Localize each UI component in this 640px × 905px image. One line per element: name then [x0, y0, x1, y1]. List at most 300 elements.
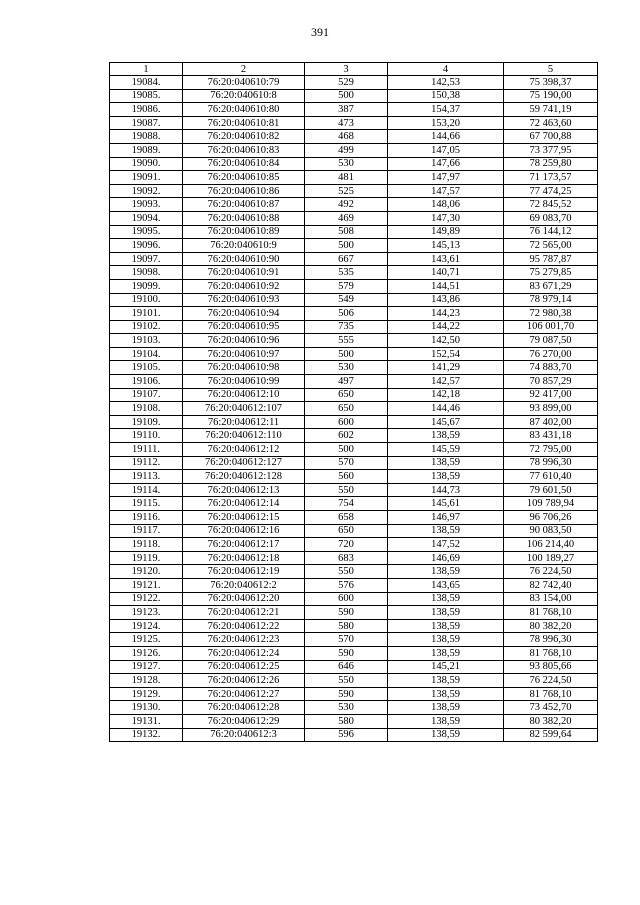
- table-row: [110, 184, 598, 198]
- rate-cell: 147,52: [388, 538, 504, 552]
- cadastral-number-cell: 76:20:040610:96: [183, 334, 305, 348]
- table-row: [110, 89, 598, 103]
- rate-cell: 138,59: [388, 429, 504, 443]
- rate-cell: 144,23: [388, 307, 504, 321]
- row-number-cell: 19111.: [110, 443, 183, 457]
- area-cell: 735: [305, 320, 388, 334]
- value-cell: 74 883,70: [504, 361, 598, 375]
- value-cell: 77 474,25: [504, 184, 598, 198]
- value-cell: 82 742,40: [504, 578, 598, 592]
- row-number-cell: 19118.: [110, 538, 183, 552]
- area-cell: 500: [305, 347, 388, 361]
- cadastral-number-cell: 76:20:040612:127: [183, 456, 305, 470]
- cadastral-number-cell: 76:20:040610:81: [183, 116, 305, 130]
- rate-cell: 143,65: [388, 578, 504, 592]
- table-row: [110, 687, 598, 701]
- area-cell: 473: [305, 116, 388, 130]
- table-row: [110, 633, 598, 647]
- value-cell: 95 787,87: [504, 252, 598, 266]
- value-cell: 71 173,57: [504, 171, 598, 185]
- rate-cell: 142,18: [388, 388, 504, 402]
- row-number-cell: 19129.: [110, 687, 183, 701]
- row-number-cell: 19099.: [110, 279, 183, 293]
- value-cell: 79 087,50: [504, 334, 598, 348]
- column-header: 4: [388, 63, 504, 76]
- value-cell: 77 610,40: [504, 470, 598, 484]
- cadastral-number-cell: 76:20:040612:25: [183, 660, 305, 674]
- cadastral-number-cell: 76:20:040610:99: [183, 375, 305, 389]
- rate-cell: 138,59: [388, 606, 504, 620]
- value-cell: 87 402,00: [504, 415, 598, 429]
- rate-cell: 138,59: [388, 524, 504, 538]
- value-cell: 80 382,20: [504, 619, 598, 633]
- value-cell: 78 979,14: [504, 293, 598, 307]
- value-cell: 67 700,88: [504, 130, 598, 144]
- cadastral-number-cell: 76:20:040610:95: [183, 320, 305, 334]
- area-cell: 387: [305, 103, 388, 117]
- row-number-cell: 19090.: [110, 157, 183, 171]
- row-number-cell: 19086.: [110, 103, 183, 117]
- rate-cell: 147,57: [388, 184, 504, 198]
- cadastral-number-cell: 76:20:040610:90: [183, 252, 305, 266]
- cadastral-number-cell: 76:20:040612:11: [183, 415, 305, 429]
- value-cell: 72 980,38: [504, 307, 598, 321]
- cadastral-number-cell: 76:20:040612:2: [183, 578, 305, 592]
- rate-cell: 138,59: [388, 565, 504, 579]
- cadastral-number-cell: 76:20:040612:23: [183, 633, 305, 647]
- value-cell: 75 190,00: [504, 89, 598, 103]
- area-cell: 570: [305, 633, 388, 647]
- cadastral-number-cell: 76:20:040610:92: [183, 279, 305, 293]
- value-cell: 70 857,29: [504, 375, 598, 389]
- value-cell: 76 224,50: [504, 565, 598, 579]
- table-row: [110, 592, 598, 606]
- column-header: 1: [110, 63, 183, 76]
- cadastral-number-cell: 76:20:040610:83: [183, 143, 305, 157]
- table-body: [110, 63, 598, 742]
- column-header: 3: [305, 63, 388, 76]
- value-cell: 72 795,00: [504, 443, 598, 457]
- cadastral-number-cell: 76:20:040612:26: [183, 674, 305, 688]
- area-cell: 555: [305, 334, 388, 348]
- area-cell: 596: [305, 728, 388, 742]
- area-cell: 468: [305, 130, 388, 144]
- rate-cell: 152,54: [388, 347, 504, 361]
- value-cell: 72 845,52: [504, 198, 598, 212]
- area-cell: 492: [305, 198, 388, 212]
- rate-cell: 147,30: [388, 211, 504, 225]
- rate-cell: 144,22: [388, 320, 504, 334]
- row-number-cell: 19091.: [110, 171, 183, 185]
- cadastral-number-cell: 76:20:040612:14: [183, 497, 305, 511]
- rate-cell: 145,67: [388, 415, 504, 429]
- table-row: [110, 76, 598, 90]
- table-row: [110, 429, 598, 443]
- value-cell: 82 599,64: [504, 728, 598, 742]
- row-number-cell: 19107.: [110, 388, 183, 402]
- row-number-cell: 19123.: [110, 606, 183, 620]
- row-number-cell: 19126.: [110, 646, 183, 660]
- table-row: [110, 456, 598, 470]
- area-cell: 600: [305, 592, 388, 606]
- table-row: [110, 252, 598, 266]
- column-header: 2: [183, 63, 305, 76]
- rate-cell: 144,66: [388, 130, 504, 144]
- area-cell: 500: [305, 443, 388, 457]
- rate-cell: 138,59: [388, 633, 504, 647]
- row-number-cell: 19094.: [110, 211, 183, 225]
- rate-cell: 148,06: [388, 198, 504, 212]
- table-row: [110, 171, 598, 185]
- table-row: [110, 266, 598, 280]
- area-cell: 500: [305, 239, 388, 253]
- row-number-cell: 19132.: [110, 728, 183, 742]
- row-number-cell: 19121.: [110, 578, 183, 592]
- row-number-cell: 19128.: [110, 674, 183, 688]
- row-number-cell: 19124.: [110, 619, 183, 633]
- rate-cell: 143,86: [388, 293, 504, 307]
- row-number-cell: 19087.: [110, 116, 183, 130]
- cadastral-number-cell: 76:20:040610:8: [183, 89, 305, 103]
- cadastral-number-cell: 76:20:040610:80: [183, 103, 305, 117]
- area-cell: 579: [305, 279, 388, 293]
- table-row: [110, 619, 598, 633]
- table-row: [110, 728, 598, 742]
- rate-cell: 143,61: [388, 252, 504, 266]
- cadastral-number-cell: 76:20:040610:82: [183, 130, 305, 144]
- rate-cell: 145,13: [388, 239, 504, 253]
- value-cell: 100 189,27: [504, 551, 598, 565]
- cadastral-number-cell: 76:20:040612:110: [183, 429, 305, 443]
- rate-cell: 144,46: [388, 402, 504, 416]
- rate-cell: 138,59: [388, 674, 504, 688]
- row-number-cell: 19100.: [110, 293, 183, 307]
- table-row: [110, 307, 598, 321]
- row-number-cell: 19109.: [110, 415, 183, 429]
- cadastral-number-cell: 76:20:040610:85: [183, 171, 305, 185]
- table-row: [110, 497, 598, 511]
- value-cell: 81 768,10: [504, 646, 598, 660]
- table-row: [110, 388, 598, 402]
- table-row: [110, 143, 598, 157]
- page-number: 391: [311, 25, 329, 39]
- area-cell: 602: [305, 429, 388, 443]
- cadastral-number-cell: 76:20:040612:3: [183, 728, 305, 742]
- row-number-cell: 19096.: [110, 239, 183, 253]
- table-row: [110, 660, 598, 674]
- row-number-cell: 19106.: [110, 375, 183, 389]
- value-cell: 78 259,80: [504, 157, 598, 171]
- cadastral-number-cell: 76:20:040612:22: [183, 619, 305, 633]
- rate-cell: 146,69: [388, 551, 504, 565]
- area-cell: 499: [305, 143, 388, 157]
- area-cell: 529: [305, 76, 388, 90]
- area-cell: 549: [305, 293, 388, 307]
- rate-cell: 149,89: [388, 225, 504, 239]
- rate-cell: 138,59: [388, 728, 504, 742]
- area-cell: 646: [305, 660, 388, 674]
- area-cell: 500: [305, 89, 388, 103]
- rate-cell: 147,05: [388, 143, 504, 157]
- area-cell: 530: [305, 701, 388, 715]
- row-number-cell: 19092.: [110, 184, 183, 198]
- value-cell: 73 377,95: [504, 143, 598, 157]
- value-cell: 78 996,30: [504, 633, 598, 647]
- cadastral-number-cell: 76:20:040612:128: [183, 470, 305, 484]
- cadastral-number-cell: 76:20:040610:94: [183, 307, 305, 321]
- registry-table: [109, 62, 598, 742]
- value-cell: 73 452,70: [504, 701, 598, 715]
- row-number-cell: 19105.: [110, 361, 183, 375]
- rate-cell: 145,61: [388, 497, 504, 511]
- cadastral-number-cell: 76:20:040612:19: [183, 565, 305, 579]
- value-cell: 83 154,00: [504, 592, 598, 606]
- row-number-cell: 19110.: [110, 429, 183, 443]
- cadastral-number-cell: 76:20:040610:9: [183, 239, 305, 253]
- table-row: [110, 606, 598, 620]
- value-cell: 76 224,50: [504, 674, 598, 688]
- rate-cell: 138,59: [388, 456, 504, 470]
- row-number-cell: 19113.: [110, 470, 183, 484]
- table-row: [110, 157, 598, 171]
- column-header: 5: [504, 63, 598, 76]
- value-cell: 81 768,10: [504, 606, 598, 620]
- area-cell: 508: [305, 225, 388, 239]
- cadastral-number-cell: 76:20:040610:98: [183, 361, 305, 375]
- table-row: [110, 320, 598, 334]
- value-cell: 90 083,50: [504, 524, 598, 538]
- rate-cell: 138,59: [388, 687, 504, 701]
- area-cell: 481: [305, 171, 388, 185]
- table-row: [110, 578, 598, 592]
- cadastral-number-cell: 76:20:040610:86: [183, 184, 305, 198]
- value-cell: 83 431,18: [504, 429, 598, 443]
- area-cell: 570: [305, 456, 388, 470]
- area-cell: 525: [305, 184, 388, 198]
- row-number-cell: 19089.: [110, 143, 183, 157]
- table-row: [110, 211, 598, 225]
- value-cell: 106 001,70: [504, 320, 598, 334]
- area-cell: 720: [305, 538, 388, 552]
- area-cell: 683: [305, 551, 388, 565]
- cadastral-number-cell: 76:20:040612:15: [183, 511, 305, 525]
- value-cell: 59 741,19: [504, 103, 598, 117]
- value-cell: 78 996,30: [504, 456, 598, 470]
- cadastral-number-cell: 76:20:040612:12: [183, 443, 305, 457]
- area-cell: 650: [305, 524, 388, 538]
- rate-cell: 142,50: [388, 334, 504, 348]
- rate-cell: 142,57: [388, 375, 504, 389]
- area-cell: 550: [305, 565, 388, 579]
- table-row: [110, 402, 598, 416]
- table-row: [110, 646, 598, 660]
- table-row: [110, 103, 598, 117]
- area-cell: 650: [305, 388, 388, 402]
- table-row: [110, 279, 598, 293]
- rate-cell: 145,21: [388, 660, 504, 674]
- rate-cell: 140,71: [388, 266, 504, 280]
- value-cell: 79 601,50: [504, 483, 598, 497]
- area-cell: 600: [305, 415, 388, 429]
- cadastral-number-cell: 76:20:040612:13: [183, 483, 305, 497]
- rate-cell: 141,29: [388, 361, 504, 375]
- area-cell: 535: [305, 266, 388, 280]
- cadastral-number-cell: 76:20:040610:89: [183, 225, 305, 239]
- value-cell: 83 671,29: [504, 279, 598, 293]
- area-cell: 590: [305, 646, 388, 660]
- area-cell: 580: [305, 714, 388, 728]
- table-row: [110, 714, 598, 728]
- table-row: [110, 470, 598, 484]
- table-row: [110, 701, 598, 715]
- cadastral-number-cell: 76:20:040610:91: [183, 266, 305, 280]
- rate-cell: 138,59: [388, 701, 504, 715]
- row-number-cell: 19130.: [110, 701, 183, 715]
- row-number-cell: 19116.: [110, 511, 183, 525]
- table-row: [110, 443, 598, 457]
- row-number-cell: 19131.: [110, 714, 183, 728]
- cadastral-number-cell: 76:20:040612:28: [183, 701, 305, 715]
- area-cell: 590: [305, 606, 388, 620]
- cadastral-number-cell: 76:20:040612:29: [183, 714, 305, 728]
- row-number-cell: 19097.: [110, 252, 183, 266]
- row-number-cell: 19084.: [110, 76, 183, 90]
- row-number-cell: 19119.: [110, 551, 183, 565]
- area-cell: 560: [305, 470, 388, 484]
- value-cell: 76 270,00: [504, 347, 598, 361]
- area-cell: 497: [305, 375, 388, 389]
- value-cell: 76 144,12: [504, 225, 598, 239]
- row-number-cell: 19114.: [110, 483, 183, 497]
- row-number-cell: 19120.: [110, 565, 183, 579]
- area-cell: 590: [305, 687, 388, 701]
- table-row: [110, 347, 598, 361]
- area-cell: 550: [305, 674, 388, 688]
- rate-cell: 154,37: [388, 103, 504, 117]
- row-number-cell: 19095.: [110, 225, 183, 239]
- rate-cell: 153,20: [388, 116, 504, 130]
- cadastral-number-cell: 76:20:040612:20: [183, 592, 305, 606]
- value-cell: 93 899,00: [504, 402, 598, 416]
- table-row: [110, 361, 598, 375]
- area-cell: 530: [305, 361, 388, 375]
- table-row: [110, 538, 598, 552]
- row-number-cell: 19102.: [110, 320, 183, 334]
- table-row: [110, 674, 598, 688]
- table-row: [110, 551, 598, 565]
- rate-cell: 142,53: [388, 76, 504, 90]
- rate-cell: 144,73: [388, 483, 504, 497]
- table-row: [110, 375, 598, 389]
- cadastral-number-cell: 76:20:040612:107: [183, 402, 305, 416]
- area-cell: 506: [305, 307, 388, 321]
- table-row: [110, 334, 598, 348]
- area-cell: 754: [305, 497, 388, 511]
- value-cell: 81 768,10: [504, 687, 598, 701]
- table-row: [110, 116, 598, 130]
- table-row: [110, 225, 598, 239]
- table-row: [110, 239, 598, 253]
- cadastral-number-cell: 76:20:040610:88: [183, 211, 305, 225]
- cadastral-number-cell: 76:20:040610:84: [183, 157, 305, 171]
- value-cell: 75 398,37: [504, 76, 598, 90]
- cadastral-number-cell: 76:20:040610:87: [183, 198, 305, 212]
- rate-cell: 144,51: [388, 279, 504, 293]
- row-number-cell: 19127.: [110, 660, 183, 674]
- cadastral-number-cell: 76:20:040612:21: [183, 606, 305, 620]
- row-number-cell: 19103.: [110, 334, 183, 348]
- table-row: [110, 524, 598, 538]
- area-cell: 658: [305, 511, 388, 525]
- value-cell: 72 463,60: [504, 116, 598, 130]
- cadastral-number-cell: 76:20:040612:17: [183, 538, 305, 552]
- cadastral-number-cell: 76:20:040610:93: [183, 293, 305, 307]
- row-number-cell: 19115.: [110, 497, 183, 511]
- area-cell: 667: [305, 252, 388, 266]
- row-number-cell: 19104.: [110, 347, 183, 361]
- rate-cell: 138,59: [388, 592, 504, 606]
- row-number-cell: 19125.: [110, 633, 183, 647]
- value-cell: 93 805,66: [504, 660, 598, 674]
- area-cell: 550: [305, 483, 388, 497]
- area-cell: 650: [305, 402, 388, 416]
- table-row: [110, 130, 598, 144]
- table-header-row: [110, 63, 598, 76]
- rate-cell: 138,59: [388, 714, 504, 728]
- row-number-cell: 19117.: [110, 524, 183, 538]
- value-cell: 106 214,40: [504, 538, 598, 552]
- value-cell: 69 083,70: [504, 211, 598, 225]
- table-row: [110, 415, 598, 429]
- cadastral-number-cell: 76:20:040612:24: [183, 646, 305, 660]
- value-cell: 72 565,00: [504, 239, 598, 253]
- cadastral-number-cell: 76:20:040610:79: [183, 76, 305, 90]
- value-cell: 96 706,26: [504, 511, 598, 525]
- value-cell: 92 417,00: [504, 388, 598, 402]
- table-row: [110, 198, 598, 212]
- rate-cell: 145,59: [388, 443, 504, 457]
- row-number-cell: 19093.: [110, 198, 183, 212]
- value-cell: 75 279,85: [504, 266, 598, 280]
- cadastral-number-cell: 76:20:040612:27: [183, 687, 305, 701]
- row-number-cell: 19085.: [110, 89, 183, 103]
- area-cell: 580: [305, 619, 388, 633]
- cadastral-number-cell: 76:20:040612:18: [183, 551, 305, 565]
- area-cell: 576: [305, 578, 388, 592]
- value-cell: 80 382,20: [504, 714, 598, 728]
- cadastral-number-cell: 76:20:040610:97: [183, 347, 305, 361]
- row-number-cell: 19088.: [110, 130, 183, 144]
- value-cell: 109 789,94: [504, 497, 598, 511]
- rate-cell: 147,66: [388, 157, 504, 171]
- rate-cell: 138,59: [388, 619, 504, 633]
- row-number-cell: 19112.: [110, 456, 183, 470]
- row-number-cell: 19108.: [110, 402, 183, 416]
- table-row: [110, 511, 598, 525]
- table-row: [110, 293, 598, 307]
- rate-cell: 146,97: [388, 511, 504, 525]
- table-row: [110, 483, 598, 497]
- area-cell: 530: [305, 157, 388, 171]
- rate-cell: 150,38: [388, 89, 504, 103]
- cadastral-number-cell: 76:20:040612:10: [183, 388, 305, 402]
- rate-cell: 138,59: [388, 646, 504, 660]
- rate-cell: 138,59: [388, 470, 504, 484]
- area-cell: 469: [305, 211, 388, 225]
- table-row: [110, 565, 598, 579]
- rate-cell: 147,97: [388, 171, 504, 185]
- row-number-cell: 19098.: [110, 266, 183, 280]
